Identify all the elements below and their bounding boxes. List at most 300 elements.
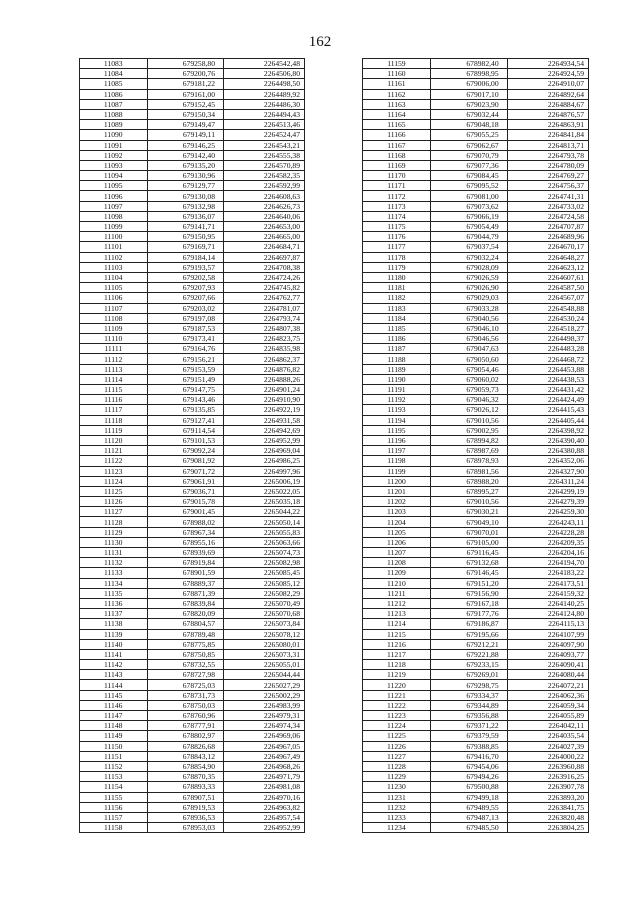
x-coordinate-cell: 678870,35: [147, 772, 224, 782]
y-coordinate-cell: 2264524,47: [224, 130, 305, 140]
x-coordinate-cell: 679153,59: [147, 364, 224, 374]
x-coordinate-cell: 679010,56: [430, 415, 507, 425]
y-coordinate-cell: 2265070,49: [224, 598, 305, 608]
x-coordinate-cell: 679001,45: [147, 507, 224, 517]
x-coordinate-cell: 679029,03: [430, 293, 507, 303]
x-coordinate-cell: 679059,73: [430, 385, 507, 395]
y-coordinate-cell: 2264498,50: [224, 79, 305, 89]
table-row: [363, 660, 589, 670]
x-coordinate-cell: 678978,93: [430, 456, 507, 466]
point-number-cell: 11198: [363, 456, 431, 466]
x-coordinate-cell: 678936,53: [147, 812, 224, 822]
table-row: [80, 222, 305, 232]
y-coordinate-cell: 2264807,38: [224, 323, 305, 333]
y-coordinate-cell: 2264431,42: [507, 385, 588, 395]
y-coordinate-cell: 2264863,91: [507, 120, 588, 130]
point-number-cell: 11224: [363, 721, 431, 731]
x-coordinate-cell: 679334,37: [430, 690, 507, 700]
point-number-cell: 11179: [363, 262, 431, 272]
table-row: [80, 649, 305, 659]
table-row: [363, 79, 589, 89]
point-number-cell: 11175: [363, 222, 431, 232]
table-row: [80, 456, 305, 466]
x-coordinate-cell: 679036,71: [147, 486, 224, 496]
table-row: [363, 120, 589, 130]
y-coordinate-cell: 2264204,16: [507, 548, 588, 558]
table-row: [363, 140, 589, 150]
x-coordinate-cell: 678919,53: [147, 802, 224, 812]
point-number-cell: 11129: [80, 527, 148, 537]
table-row: [363, 211, 589, 221]
x-coordinate-cell: 679129,77: [147, 181, 224, 191]
point-number-cell: 11151: [80, 751, 148, 761]
y-coordinate-cell: 2264489,92: [224, 89, 305, 99]
point-number-cell: 11212: [363, 598, 431, 608]
table-row: [80, 741, 305, 751]
table-row: [80, 446, 305, 456]
table-row: [363, 415, 589, 425]
y-coordinate-cell: 2264689,96: [507, 232, 588, 242]
y-coordinate-cell: 2264468,72: [507, 354, 588, 364]
table-row: [363, 425, 589, 435]
y-coordinate-cell: 2264072,21: [507, 680, 588, 690]
y-coordinate-cell: 2265027,29: [224, 680, 305, 690]
table-row: [80, 415, 305, 425]
x-coordinate-cell: 678907,51: [147, 792, 224, 802]
y-coordinate-cell: 2264398,92: [507, 425, 588, 435]
table-row: [80, 497, 305, 507]
y-coordinate-cell: 2264876,82: [224, 364, 305, 374]
table-row: [363, 354, 589, 364]
table-row: [80, 374, 305, 384]
x-coordinate-cell: 678802,97: [147, 731, 224, 741]
table-body: [80, 59, 305, 833]
x-coordinate-cell: 678893,33: [147, 782, 224, 792]
y-coordinate-cell: 2263893,20: [507, 792, 588, 802]
y-coordinate-cell: 2264506,80: [224, 69, 305, 79]
table-row: [80, 711, 305, 721]
x-coordinate-cell: 679388,85: [430, 741, 507, 751]
table-row: [80, 823, 305, 833]
y-coordinate-cell: 2264697,87: [224, 252, 305, 262]
y-coordinate-cell: 2264055,89: [507, 711, 588, 721]
point-number-cell: 11202: [363, 497, 431, 507]
coordinates-table-right: [362, 58, 589, 833]
x-coordinate-cell: 679161,00: [147, 89, 224, 99]
point-number-cell: 11144: [80, 680, 148, 690]
point-number-cell: 11193: [363, 405, 431, 415]
point-number-cell: 11170: [363, 171, 431, 181]
point-number-cell: 11107: [80, 303, 148, 313]
point-number-cell: 11093: [80, 160, 148, 170]
y-coordinate-cell: 2265073,84: [224, 619, 305, 629]
y-coordinate-cell: 2264901,24: [224, 385, 305, 395]
x-coordinate-cell: 679032,44: [430, 109, 507, 119]
x-coordinate-cell: 679156,21: [147, 354, 224, 364]
point-number-cell: 11104: [80, 272, 148, 282]
y-coordinate-cell: 2264876,57: [507, 109, 588, 119]
table-row: [80, 385, 305, 395]
y-coordinate-cell: 2264259,30: [507, 507, 588, 517]
x-coordinate-cell: 679489,55: [430, 802, 507, 812]
table-row: [80, 731, 305, 741]
point-number-cell: 11127: [80, 507, 148, 517]
y-coordinate-cell: 2264090,41: [507, 660, 588, 670]
x-coordinate-cell: 679151,49: [147, 374, 224, 384]
table-row: [363, 670, 589, 680]
table-row: [363, 181, 589, 191]
point-number-cell: 11164: [363, 109, 431, 119]
y-coordinate-cell: 2264968,26: [224, 761, 305, 771]
table-row: [363, 130, 589, 140]
y-coordinate-cell: 2264483,28: [507, 344, 588, 354]
point-number-cell: 11088: [80, 109, 148, 119]
point-number-cell: 11102: [80, 252, 148, 262]
x-coordinate-cell: 679047,63: [430, 344, 507, 354]
table-row: [80, 160, 305, 170]
point-number-cell: 11160: [363, 69, 431, 79]
y-coordinate-cell: 2264983,99: [224, 700, 305, 710]
x-coordinate-cell: 678775,85: [147, 639, 224, 649]
x-coordinate-cell: 679184,14: [147, 252, 224, 262]
y-coordinate-cell: 2264415,43: [507, 405, 588, 415]
table-row: [363, 598, 589, 608]
x-coordinate-cell: 678731,73: [147, 690, 224, 700]
point-number-cell: 11141: [80, 649, 148, 659]
point-number-cell: 11163: [363, 99, 431, 109]
point-number-cell: 11142: [80, 660, 148, 670]
point-number-cell: 11228: [363, 761, 431, 771]
table-row: [363, 456, 589, 466]
table-row: [363, 150, 589, 160]
x-coordinate-cell: 678889,37: [147, 578, 224, 588]
point-number-cell: 11165: [363, 120, 431, 130]
x-coordinate-cell: 679221,88: [430, 649, 507, 659]
table-row: [80, 527, 305, 537]
x-coordinate-cell: 678777,91: [147, 721, 224, 731]
point-number-cell: 11199: [363, 466, 431, 476]
x-coordinate-cell: 679040,56: [430, 313, 507, 323]
point-number-cell: 11090: [80, 130, 148, 140]
table-row: [363, 334, 589, 344]
table-row: [80, 140, 305, 150]
x-coordinate-cell: 678871,39: [147, 588, 224, 598]
table-row: [80, 435, 305, 445]
point-number-cell: 11227: [363, 751, 431, 761]
table-row: [363, 466, 589, 476]
x-coordinate-cell: 679062,67: [430, 140, 507, 150]
table-row: [80, 89, 305, 99]
x-coordinate-cell: 679379,59: [430, 731, 507, 741]
x-coordinate-cell: 678955,16: [147, 537, 224, 547]
table-row: [80, 262, 305, 272]
x-coordinate-cell: 679499,18: [430, 792, 507, 802]
table-row: [363, 476, 589, 486]
point-number-cell: 11110: [80, 334, 148, 344]
x-coordinate-cell: 679202,58: [147, 272, 224, 282]
table-row: [80, 761, 305, 771]
table-row: [363, 802, 589, 812]
table-row: [80, 232, 305, 242]
y-coordinate-cell: 2264781,07: [224, 303, 305, 313]
point-number-cell: 11126: [80, 497, 148, 507]
table-row: [363, 578, 589, 588]
table-row: [363, 761, 589, 771]
y-coordinate-cell: 2264228,28: [507, 527, 588, 537]
table-row: [363, 690, 589, 700]
y-coordinate-cell: 2265080,01: [224, 639, 305, 649]
x-coordinate-cell: 679092,24: [147, 446, 224, 456]
y-coordinate-cell: 2264380,88: [507, 446, 588, 456]
y-coordinate-cell: 2264733,02: [507, 201, 588, 211]
point-number-cell: 11218: [363, 660, 431, 670]
point-number-cell: 11092: [80, 150, 148, 160]
point-number-cell: 11178: [363, 252, 431, 262]
table-row: [363, 609, 589, 619]
table-row: [80, 486, 305, 496]
point-number-cell: 11156: [80, 802, 148, 812]
point-number-cell: 11213: [363, 609, 431, 619]
x-coordinate-cell: 679371,22: [430, 721, 507, 731]
x-coordinate-cell: 678750,03: [147, 700, 224, 710]
table-row: [363, 527, 589, 537]
y-coordinate-cell: 2264769,27: [507, 171, 588, 181]
x-coordinate-cell: 678988,20: [430, 476, 507, 486]
y-coordinate-cell: 2265050,14: [224, 517, 305, 527]
y-coordinate-cell: 2264194,70: [507, 558, 588, 568]
table-row: [80, 323, 305, 333]
point-number-cell: 11232: [363, 802, 431, 812]
y-coordinate-cell: 2264607,61: [507, 272, 588, 282]
x-coordinate-cell: 679046,56: [430, 334, 507, 344]
point-number-cell: 11118: [80, 415, 148, 425]
y-coordinate-cell: 2264969,04: [224, 446, 305, 456]
point-number-cell: 11139: [80, 629, 148, 639]
x-coordinate-cell: 679356,88: [430, 711, 507, 721]
table-row: [80, 751, 305, 761]
x-coordinate-cell: 679494,26: [430, 772, 507, 782]
x-coordinate-cell: 679203,02: [147, 303, 224, 313]
table-row: [80, 283, 305, 293]
table-row: [80, 354, 305, 364]
table-row: [363, 435, 589, 445]
table-row: [80, 517, 305, 527]
point-number-cell: 11154: [80, 782, 148, 792]
y-coordinate-cell: 2264665,00: [224, 232, 305, 242]
table-row: [363, 446, 589, 456]
y-coordinate-cell: 2264390,40: [507, 435, 588, 445]
table-row: [80, 802, 305, 812]
point-number-cell: 11131: [80, 548, 148, 558]
x-coordinate-cell: 679055,25: [430, 130, 507, 140]
x-coordinate-cell: 679173,41: [147, 334, 224, 344]
point-number-cell: 11167: [363, 140, 431, 150]
x-coordinate-cell: 678826,68: [147, 741, 224, 751]
y-coordinate-cell: 2264910,07: [507, 79, 588, 89]
point-number-cell: 11152: [80, 761, 148, 771]
x-coordinate-cell: 679146,25: [147, 140, 224, 150]
x-coordinate-cell: 679054,49: [430, 222, 507, 232]
table-row: [363, 222, 589, 232]
y-coordinate-cell: 2264981,08: [224, 782, 305, 792]
point-number-cell: 11132: [80, 558, 148, 568]
table-row: [80, 782, 305, 792]
x-coordinate-cell: 679010,56: [430, 497, 507, 507]
table-row: [80, 272, 305, 282]
x-coordinate-cell: 679344,89: [430, 700, 507, 710]
table-row: [80, 303, 305, 313]
table-row: [363, 303, 589, 313]
x-coordinate-cell: 679130,96: [147, 171, 224, 181]
y-coordinate-cell: 2264741,31: [507, 191, 588, 201]
point-number-cell: 11103: [80, 262, 148, 272]
x-coordinate-cell: 678982,40: [430, 59, 507, 69]
y-coordinate-cell: 2264970,16: [224, 792, 305, 802]
point-number-cell: 11209: [363, 568, 431, 578]
x-coordinate-cell: 679135,20: [147, 160, 224, 170]
x-coordinate-cell: 679026,59: [430, 272, 507, 282]
x-coordinate-cell: 679060,02: [430, 374, 507, 384]
y-coordinate-cell: 2264530,24: [507, 313, 588, 323]
x-coordinate-cell: 678789,48: [147, 629, 224, 639]
x-coordinate-cell: 678967,34: [147, 527, 224, 537]
point-number-cell: 11108: [80, 313, 148, 323]
x-coordinate-cell: 679066,19: [430, 211, 507, 221]
table-row: [363, 69, 589, 79]
point-number-cell: 11101: [80, 242, 148, 252]
point-number-cell: 11206: [363, 537, 431, 547]
table-row: [363, 160, 589, 170]
point-number-cell: 11089: [80, 120, 148, 130]
y-coordinate-cell: 2265022,05: [224, 486, 305, 496]
point-number-cell: 11100: [80, 232, 148, 242]
table-row: [80, 252, 305, 262]
point-number-cell: 11221: [363, 690, 431, 700]
table-row: [363, 537, 589, 547]
table-row: [80, 191, 305, 201]
table-row: [363, 639, 589, 649]
table-row: [80, 700, 305, 710]
x-coordinate-cell: 679084,45: [430, 171, 507, 181]
point-number-cell: 11208: [363, 558, 431, 568]
y-coordinate-cell: 2264922,19: [224, 405, 305, 415]
point-number-cell: 11186: [363, 334, 431, 344]
point-number-cell: 11171: [363, 181, 431, 191]
y-coordinate-cell: 2264543,21: [224, 140, 305, 150]
table-row: [363, 649, 589, 659]
x-coordinate-cell: 679002,95: [430, 425, 507, 435]
x-coordinate-cell: 679187,53: [147, 323, 224, 333]
point-number-cell: 11161: [363, 79, 431, 89]
x-coordinate-cell: 679081,00: [430, 191, 507, 201]
point-number-cell: 11191: [363, 385, 431, 395]
y-coordinate-cell: 2263804,25: [507, 823, 588, 833]
y-coordinate-cell: 2264424,49: [507, 395, 588, 405]
point-number-cell: 11099: [80, 222, 148, 232]
y-coordinate-cell: 2265035,18: [224, 497, 305, 507]
y-coordinate-cell: 2264115,13: [507, 619, 588, 629]
table-row: [363, 629, 589, 639]
point-number-cell: 11140: [80, 639, 148, 649]
table-row: [80, 69, 305, 79]
point-number-cell: 11123: [80, 466, 148, 476]
x-coordinate-cell: 678994,82: [430, 435, 507, 445]
point-number-cell: 11109: [80, 323, 148, 333]
x-coordinate-cell: 679454,06: [430, 761, 507, 771]
table-row: [80, 242, 305, 252]
coordinates-table-left: [79, 58, 305, 833]
table-row: [80, 772, 305, 782]
x-coordinate-cell: 679028,09: [430, 262, 507, 272]
x-coordinate-cell: 679169,71: [147, 242, 224, 252]
point-number-cell: 11176: [363, 232, 431, 242]
table-row: [80, 109, 305, 119]
x-coordinate-cell: 679127,41: [147, 415, 224, 425]
y-coordinate-cell: 2264974,34: [224, 721, 305, 731]
table-row: [363, 741, 589, 751]
table-row: [363, 385, 589, 395]
table-row: [363, 272, 589, 282]
table-row: [363, 568, 589, 578]
y-coordinate-cell: 2264518,27: [507, 323, 588, 333]
y-coordinate-cell: 2265002,29: [224, 690, 305, 700]
point-number-cell: 11203: [363, 507, 431, 517]
point-number-cell: 11086: [80, 89, 148, 99]
table-row: [80, 792, 305, 802]
table-row: [363, 680, 589, 690]
table-row: [363, 751, 589, 761]
point-number-cell: 11095: [80, 181, 148, 191]
y-coordinate-cell: 2264498,37: [507, 334, 588, 344]
y-coordinate-cell: 2264841,84: [507, 130, 588, 140]
point-number-cell: 11134: [80, 578, 148, 588]
table-row: [363, 171, 589, 181]
y-coordinate-cell: 2264648,27: [507, 252, 588, 262]
x-coordinate-cell: 679146,45: [430, 568, 507, 578]
table-row: [80, 670, 305, 680]
point-number-cell: 11195: [363, 425, 431, 435]
table-row: [363, 201, 589, 211]
table-row: [363, 517, 589, 527]
point-number-cell: 11138: [80, 619, 148, 629]
point-number-cell: 11091: [80, 140, 148, 150]
x-coordinate-cell: 679101,53: [147, 435, 224, 445]
y-coordinate-cell: 2264888,26: [224, 374, 305, 384]
y-coordinate-cell: 2264570,89: [224, 160, 305, 170]
y-coordinate-cell: 2264059,34: [507, 700, 588, 710]
y-coordinate-cell: 2264952,99: [224, 435, 305, 445]
y-coordinate-cell: 2264910,90: [224, 395, 305, 405]
table-row: [80, 598, 305, 608]
table-row: [80, 425, 305, 435]
x-coordinate-cell: 679150,95: [147, 232, 224, 242]
point-number-cell: 11084: [80, 69, 148, 79]
y-coordinate-cell: 2264107,99: [507, 629, 588, 639]
table-row: [363, 497, 589, 507]
point-number-cell: 11222: [363, 700, 431, 710]
x-coordinate-cell: 679081,92: [147, 456, 224, 466]
point-number-cell: 11137: [80, 609, 148, 619]
x-coordinate-cell: 679147,75: [147, 385, 224, 395]
y-coordinate-cell: 2264762,77: [224, 293, 305, 303]
x-coordinate-cell: 679017,10: [430, 89, 507, 99]
point-number-cell: 11143: [80, 670, 148, 680]
point-number-cell: 11184: [363, 313, 431, 323]
point-number-cell: 11113: [80, 364, 148, 374]
table-row: [363, 558, 589, 568]
table-row: [80, 476, 305, 486]
table-row: [80, 344, 305, 354]
